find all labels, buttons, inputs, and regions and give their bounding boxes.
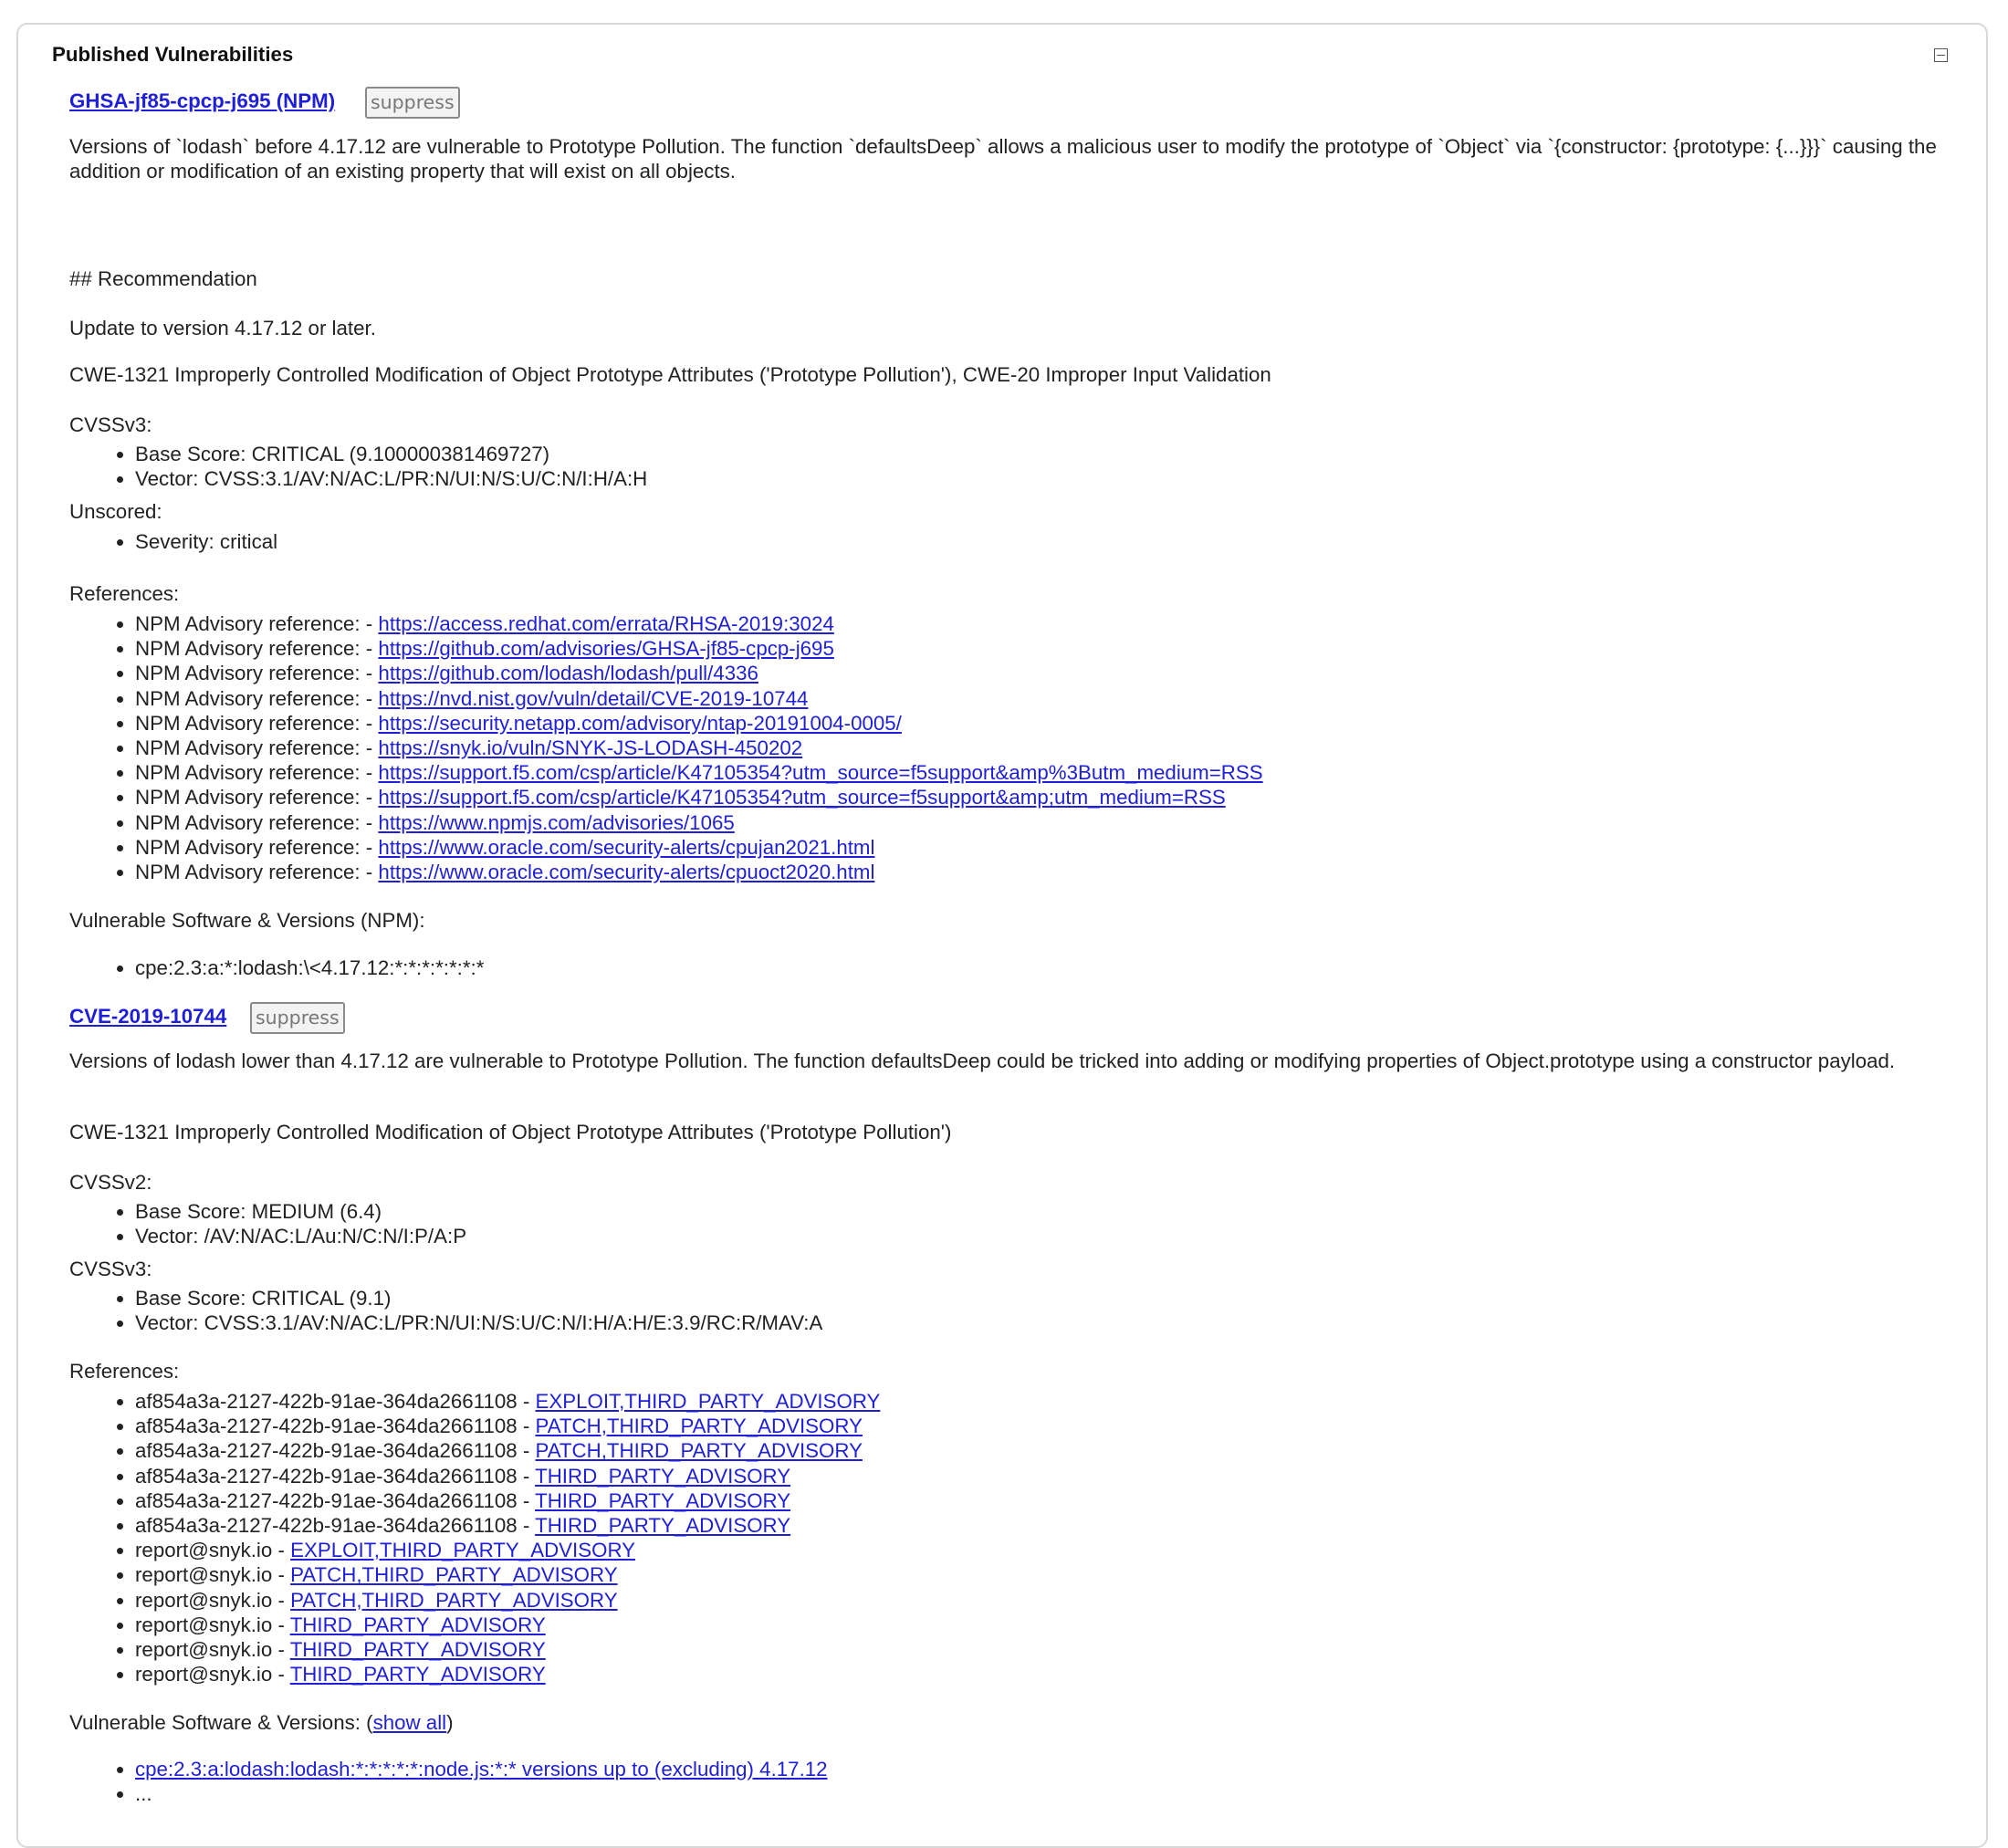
cvss2-label: CVSSv2: <box>69 1171 152 1194</box>
software-label-suffix: ) <box>446 1711 454 1734</box>
list-item: Base Score: CRITICAL (9.100000381469727) <box>69 442 647 466</box>
reference-item <box>69 760 1263 785</box>
reference-link[interactable]: https://support.f5.com/csp/article/K47105354?utm_source=f5support&amp;utm_medium=RSS <box>378 786 1226 809</box>
reference-item <box>69 785 1263 809</box>
reference-source: report@snyk.io - <box>135 1588 291 1612</box>
recommendation-text: Update to version 4.17.12 or later. <box>69 317 376 339</box>
reference-link[interactable]: https://www.oracle.com/security-alerts/cpujan2021.html <box>378 835 875 859</box>
reference-link[interactable]: https://github.com/lodash/lodash/pull/4336 <box>378 662 758 685</box>
cvss3-label: CVSSv3: <box>69 1258 152 1280</box>
list-item: Vector: CVSS:3.1/AV:N/AC:L/PR:N/UI:N/S:U/C:N/I:H/A:H <box>69 466 647 491</box>
reference-item <box>69 835 1263 860</box>
reference-item <box>69 1613 880 1637</box>
reference-item <box>69 686 1263 711</box>
published-vulnerabilities-panel <box>16 23 1988 1848</box>
software-more: ... <box>69 1781 828 1806</box>
cvss3-list <box>69 442 647 491</box>
references-label: References: <box>69 1360 180 1383</box>
reference-source: report@snyk.io - <box>135 1539 291 1562</box>
references-list <box>69 611 1263 884</box>
software-link[interactable]: cpe:2.3:a:lodash:lodash:*:*:*:*:*:node.js:*:* versions up to (excluding) 4.17.12 <box>135 1758 828 1780</box>
suppress-button[interactable]: suppress <box>365 87 460 119</box>
vuln-title-link[interactable]: GHSA-jf85-cpcp-j695 (NPM) <box>69 89 336 112</box>
reference-source: NPM Advisory reference: - <box>135 711 379 735</box>
reference-link[interactable]: https://nvd.nist.gov/vuln/detail/CVE-2019-10744 <box>378 686 809 710</box>
reference-link[interactable]: https://www.oracle.com/security-alerts/cpuoct2020.html <box>378 861 875 884</box>
reference-item <box>69 1438 880 1463</box>
reference-item <box>69 860 1263 884</box>
reference-source: af854a3a-2127-422b-91ae-364da2661108 - <box>135 1415 536 1438</box>
reference-link[interactable]: PATCH,THIRD_PARTY_ADVISORY <box>535 1415 863 1438</box>
list-item: Base Score: MEDIUM (6.4) <box>69 1199 466 1224</box>
reference-item <box>69 661 1263 685</box>
software-item <box>69 1757 828 1781</box>
software-list <box>69 1757 828 1806</box>
reference-item <box>69 711 1263 736</box>
reference-item <box>69 636 1263 661</box>
reference-link[interactable]: THIRD_PARTY_ADVISORY <box>289 1638 546 1662</box>
cvss3-label: CVSSv3: <box>69 413 152 436</box>
reference-item <box>69 1662 880 1686</box>
reference-item <box>69 1538 880 1562</box>
reference-source: NPM Advisory reference: - <box>135 612 379 635</box>
reference-link[interactable]: PATCH,THIRD_PARTY_ADVISORY <box>535 1439 863 1463</box>
list-item: Vector: CVSS:3.1/AV:N/AC:L/PR:N/UI:N/S:U/C:N/I:H/A:H/E:3.9/RC:R/MAV:A <box>69 1310 822 1335</box>
software-label-prefix: Vulnerable Software & Versions: ( <box>69 1711 373 1734</box>
reference-source: af854a3a-2127-422b-91ae-364da2661108 - <box>135 1514 536 1538</box>
reference-source: NPM Advisory reference: - <box>135 835 379 859</box>
reference-item <box>69 1389 880 1414</box>
reference-source: report@snyk.io - <box>135 1638 290 1662</box>
panel-title: Published Vulnerabilities <box>52 43 294 66</box>
reference-link[interactable]: PATCH,THIRD_PARTY_ADVISORY <box>290 1563 618 1587</box>
cwe-text: CWE-1321 Improperly Controlled Modification of Object Prototype Attributes ('Prototype Pollution') <box>69 1121 952 1143</box>
references-list <box>69 1389 880 1686</box>
software-label <box>69 1710 454 1735</box>
reference-item <box>69 736 1263 760</box>
unscored-label: Unscored: <box>69 500 162 523</box>
vuln-description: Versions of lodash lower than 4.17.12 are vulnerable to Prototype Pollution. The function defaultsDeep could be tricked into adding or modifying properties of Object.prototype using a constructor payload. <box>69 1049 1896 1072</box>
reference-source: af854a3a-2127-422b-91ae-364da2661108 - <box>135 1390 536 1413</box>
vuln-description: Versions of `lodash` before 4.17.12 are vulnerable to Prototype Pollution. The function `defaultsDeep` allows a malicious user to modify the prototype of `Object` via `{constructor: {prototype: {...}}}` causing the addition or modification of an existing property that will exist on all objects. <box>69 135 1937 183</box>
reference-link[interactable]: THIRD_PARTY_ADVISORY <box>535 1514 791 1538</box>
reference-source: af854a3a-2127-422b-91ae-364da2661108 - <box>135 1488 536 1512</box>
reference-source: NPM Advisory reference: - <box>135 686 379 710</box>
software-list <box>69 955 484 980</box>
reference-link[interactable]: EXPLOIT,THIRD_PARTY_ADVISORY <box>290 1539 636 1562</box>
cwe-text: CWE-1321 Improperly Controlled Modification of Object Prototype Attributes ('Prototype Pollution'), CWE-20 Improper Input Validation <box>69 363 1271 386</box>
reference-item <box>69 1488 880 1513</box>
cvss3-list <box>69 1286 822 1335</box>
reference-source: NPM Advisory reference: - <box>135 810 379 834</box>
reference-link[interactable]: https://access.redhat.com/errata/RHSA-2019:3024 <box>378 612 834 635</box>
reference-link[interactable]: https://snyk.io/vuln/SNYK-JS-LODASH-450202 <box>378 736 803 760</box>
vuln-title-link[interactable]: CVE-2019-10744 <box>69 1005 227 1028</box>
reference-link[interactable]: THIRD_PARTY_ADVISORY <box>535 1464 791 1488</box>
collapse-icon[interactable] <box>1934 48 1948 62</box>
references-label: References: <box>69 582 180 605</box>
recommendation-heading: ## Recommendation <box>69 267 257 290</box>
reference-source: NPM Advisory reference: - <box>135 736 379 760</box>
list-item: Vector: /AV:N/AC:L/Au:N/C:N/I:P/A:P <box>69 1224 466 1248</box>
reference-link[interactable]: THIRD_PARTY_ADVISORY <box>289 1613 546 1636</box>
reference-source: af854a3a-2127-422b-91ae-364da2661108 - <box>135 1464 536 1488</box>
reference-item <box>69 1562 880 1587</box>
reference-item <box>69 1414 880 1438</box>
software-item: cpe:2.3:a:*:lodash:\<4.17.12:*:*:*:*:*:*:* <box>69 955 484 980</box>
reference-link[interactable]: EXPLOIT,THIRD_PARTY_ADVISORY <box>535 1390 881 1413</box>
reference-source: NPM Advisory reference: - <box>135 861 379 884</box>
reference-source: NPM Advisory reference: - <box>135 637 379 661</box>
reference-source: NPM Advisory reference: - <box>135 761 379 785</box>
suppress-button[interactable]: suppress <box>250 1002 345 1034</box>
software-label: Vulnerable Software & Versions (NPM): <box>69 909 425 932</box>
reference-link[interactable]: THIRD_PARTY_ADVISORY <box>289 1663 546 1686</box>
reference-source: NPM Advisory reference: - <box>135 662 379 685</box>
reference-link[interactable]: https://www.npmjs.com/advisories/1065 <box>378 810 735 834</box>
reference-link[interactable]: https://support.f5.com/csp/article/K47105354?utm_source=f5support&amp%3Butm_medium=RSS <box>378 761 1263 785</box>
unscored-list <box>69 529 277 554</box>
reference-item <box>69 611 1263 636</box>
reference-source: report@snyk.io - <box>135 1613 290 1636</box>
reference-source: report@snyk.io - <box>135 1663 290 1686</box>
reference-item <box>69 1588 880 1613</box>
reference-source: af854a3a-2127-422b-91ae-364da2661108 - <box>135 1439 536 1463</box>
list-item: Severity: critical <box>69 529 277 554</box>
reference-item <box>69 810 1263 835</box>
reference-link[interactable]: https://security.netapp.com/advisory/ntap-20191004-0005/ <box>378 711 902 735</box>
reference-item <box>69 1513 880 1538</box>
reference-link[interactable]: https://github.com/advisories/GHSA-jf85-cpcp-j695 <box>378 637 834 661</box>
list-item: Base Score: CRITICAL (9.1) <box>69 1286 822 1310</box>
reference-link[interactable]: THIRD_PARTY_ADVISORY <box>535 1488 791 1512</box>
reference-link[interactable]: PATCH,THIRD_PARTY_ADVISORY <box>290 1588 618 1612</box>
show-all-link[interactable]: show all <box>372 1711 447 1734</box>
reference-source: report@snyk.io - <box>135 1563 291 1587</box>
reference-source: NPM Advisory reference: - <box>135 786 379 809</box>
cvss2-list <box>69 1199 466 1248</box>
reference-item <box>69 1637 880 1662</box>
reference-item <box>69 1464 880 1488</box>
